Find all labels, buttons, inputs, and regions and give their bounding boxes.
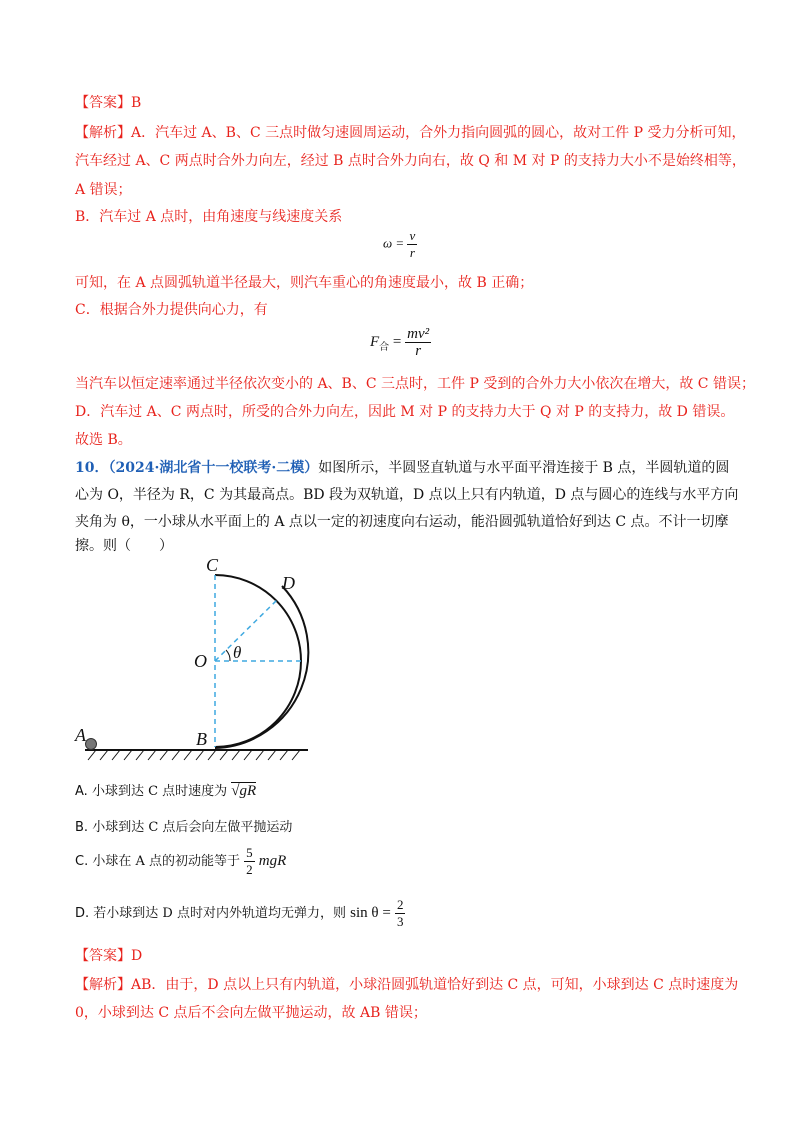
ground-hatch <box>88 750 300 760</box>
option-c[interactable] <box>75 845 286 878</box>
fraction-denominator: 3 <box>396 914 404 929</box>
analysis-line: C．根据合外力提供向心力，有 <box>75 302 268 318</box>
fraction <box>405 326 431 359</box>
question-number: 10． <box>75 460 109 476</box>
answer-value: D <box>131 948 143 964</box>
formula-eq: = <box>392 333 402 350</box>
radius-OD <box>215 600 277 661</box>
analysis-line: 故选 B。 <box>75 432 132 448</box>
option-math: sin θ = <box>350 905 391 921</box>
analysis-line: A 错误； <box>75 182 132 198</box>
fraction-denominator: r <box>409 245 415 260</box>
question-line: 心为 O，半径为 R，C 为其最高点。BD 段为双轨道，D 点以上只有内轨道，D 点与圆心的连线与水平方向 <box>75 487 739 503</box>
analysis-line: B．汽车过 A 点时，由角速度与线速度关系 <box>75 209 343 225</box>
analysis-line: 【解析】A．汽车过 A、B、C 三点时做匀速圆周运动，合外力指向圆弧的圆心，故对工件 P 受力分析可知， <box>75 125 746 141</box>
fraction-numerator: 5 <box>246 845 253 860</box>
label-B: B <box>196 729 207 749</box>
formula-F: F <box>370 333 380 350</box>
answer-label: 【答案】 <box>75 95 131 111</box>
outer-track <box>215 586 308 748</box>
option-letter: A. <box>75 784 88 799</box>
formula-lhs: ω = <box>383 235 405 251</box>
question-source: （2024·湖北省十一校联考·二模） <box>108 460 319 476</box>
analysis-line: 汽车经过 A、C 两点时合外力向左，经过 B 点时合外力向右，故 Q 和 M 对 P 的支持力大小不是始终相等， <box>75 153 746 169</box>
option-a[interactable] <box>75 780 256 800</box>
label-D: D <box>282 573 295 593</box>
formula-sub: 合 <box>379 341 390 353</box>
analysis-line: 【解析】AB．由于，D 点以上只有内轨道，小球沿圆弧轨道恰好到达 C 点，可知，小球到达 C 点时速度为 <box>75 977 739 993</box>
analysis-line: 0，小球到达 C 点后不会向左做平抛运动，故 AB 错误； <box>75 1005 427 1021</box>
option-letter: D. <box>75 906 90 921</box>
option-math: mgR <box>258 853 287 869</box>
analysis-line: 当汽车以恒定速率通过半径依次变小的 A、B、C 三点时，工件 P 受到的合外力大小依次在增大，故 C 错误； <box>75 376 755 392</box>
analysis-line: 可知，在 A 点圆弧轨道半径最大，则汽车重心的角速度最小，故 B 正确； <box>75 275 534 291</box>
fraction-numerator: v <box>409 228 416 243</box>
fraction-denominator: r <box>415 343 422 359</box>
option-letter: B. <box>75 820 89 835</box>
formula-force <box>370 326 431 359</box>
option-math: √gR <box>231 783 257 799</box>
option-text: 小球在 A 点的初动能等于 <box>92 854 241 869</box>
fraction-numerator: mv² <box>407 326 430 342</box>
question-line: 擦。则（ ） <box>75 538 173 554</box>
question-line: 夹角为 θ，一小球从水平面上的 A 点以一定的初速度向右运动，能沿圆弧轨道恰好到达 C 点。不计一切摩 <box>75 514 729 530</box>
option-d[interactable] <box>75 897 405 930</box>
label-theta: θ <box>233 643 242 662</box>
question-text: 如图所示，半圆竖直轨道与水平面平滑连接于 B 点，半圆轨道的圆 <box>318 460 730 476</box>
answer-line-2 <box>75 946 142 966</box>
answer-line-1 <box>75 93 141 113</box>
track-diagram <box>70 555 360 770</box>
option-letter: C. <box>75 854 89 869</box>
option-b[interactable] <box>75 816 292 835</box>
fraction-denominator: 2 <box>246 862 253 877</box>
question-line-1 <box>75 458 729 478</box>
formula-omega <box>383 228 417 261</box>
fraction <box>395 897 406 930</box>
option-text: 若小球到达 D 点时对内外轨道均无弹力，则 <box>93 906 346 921</box>
option-text: 小球到达 C 点后会向左做平抛运动 <box>92 820 293 835</box>
label-A: A <box>75 725 86 745</box>
answer-label: 【答案】 <box>75 948 131 964</box>
theta-arc <box>226 650 230 661</box>
fraction-numerator: 2 <box>396 897 404 912</box>
analysis-line: D．汽车过 A、C 两点时，所受的合外力向左，因此 M 对 P 的支持力大于 Q 对 P 的支持力，故 D 错误。 <box>75 404 735 420</box>
option-text: 小球到达 C 点时速度为 <box>91 784 228 799</box>
answer-value: B <box>131 95 142 111</box>
fraction <box>244 845 255 878</box>
label-O: O <box>194 651 207 671</box>
fraction <box>407 228 417 261</box>
label-C: C <box>206 555 219 575</box>
ball <box>86 739 97 750</box>
